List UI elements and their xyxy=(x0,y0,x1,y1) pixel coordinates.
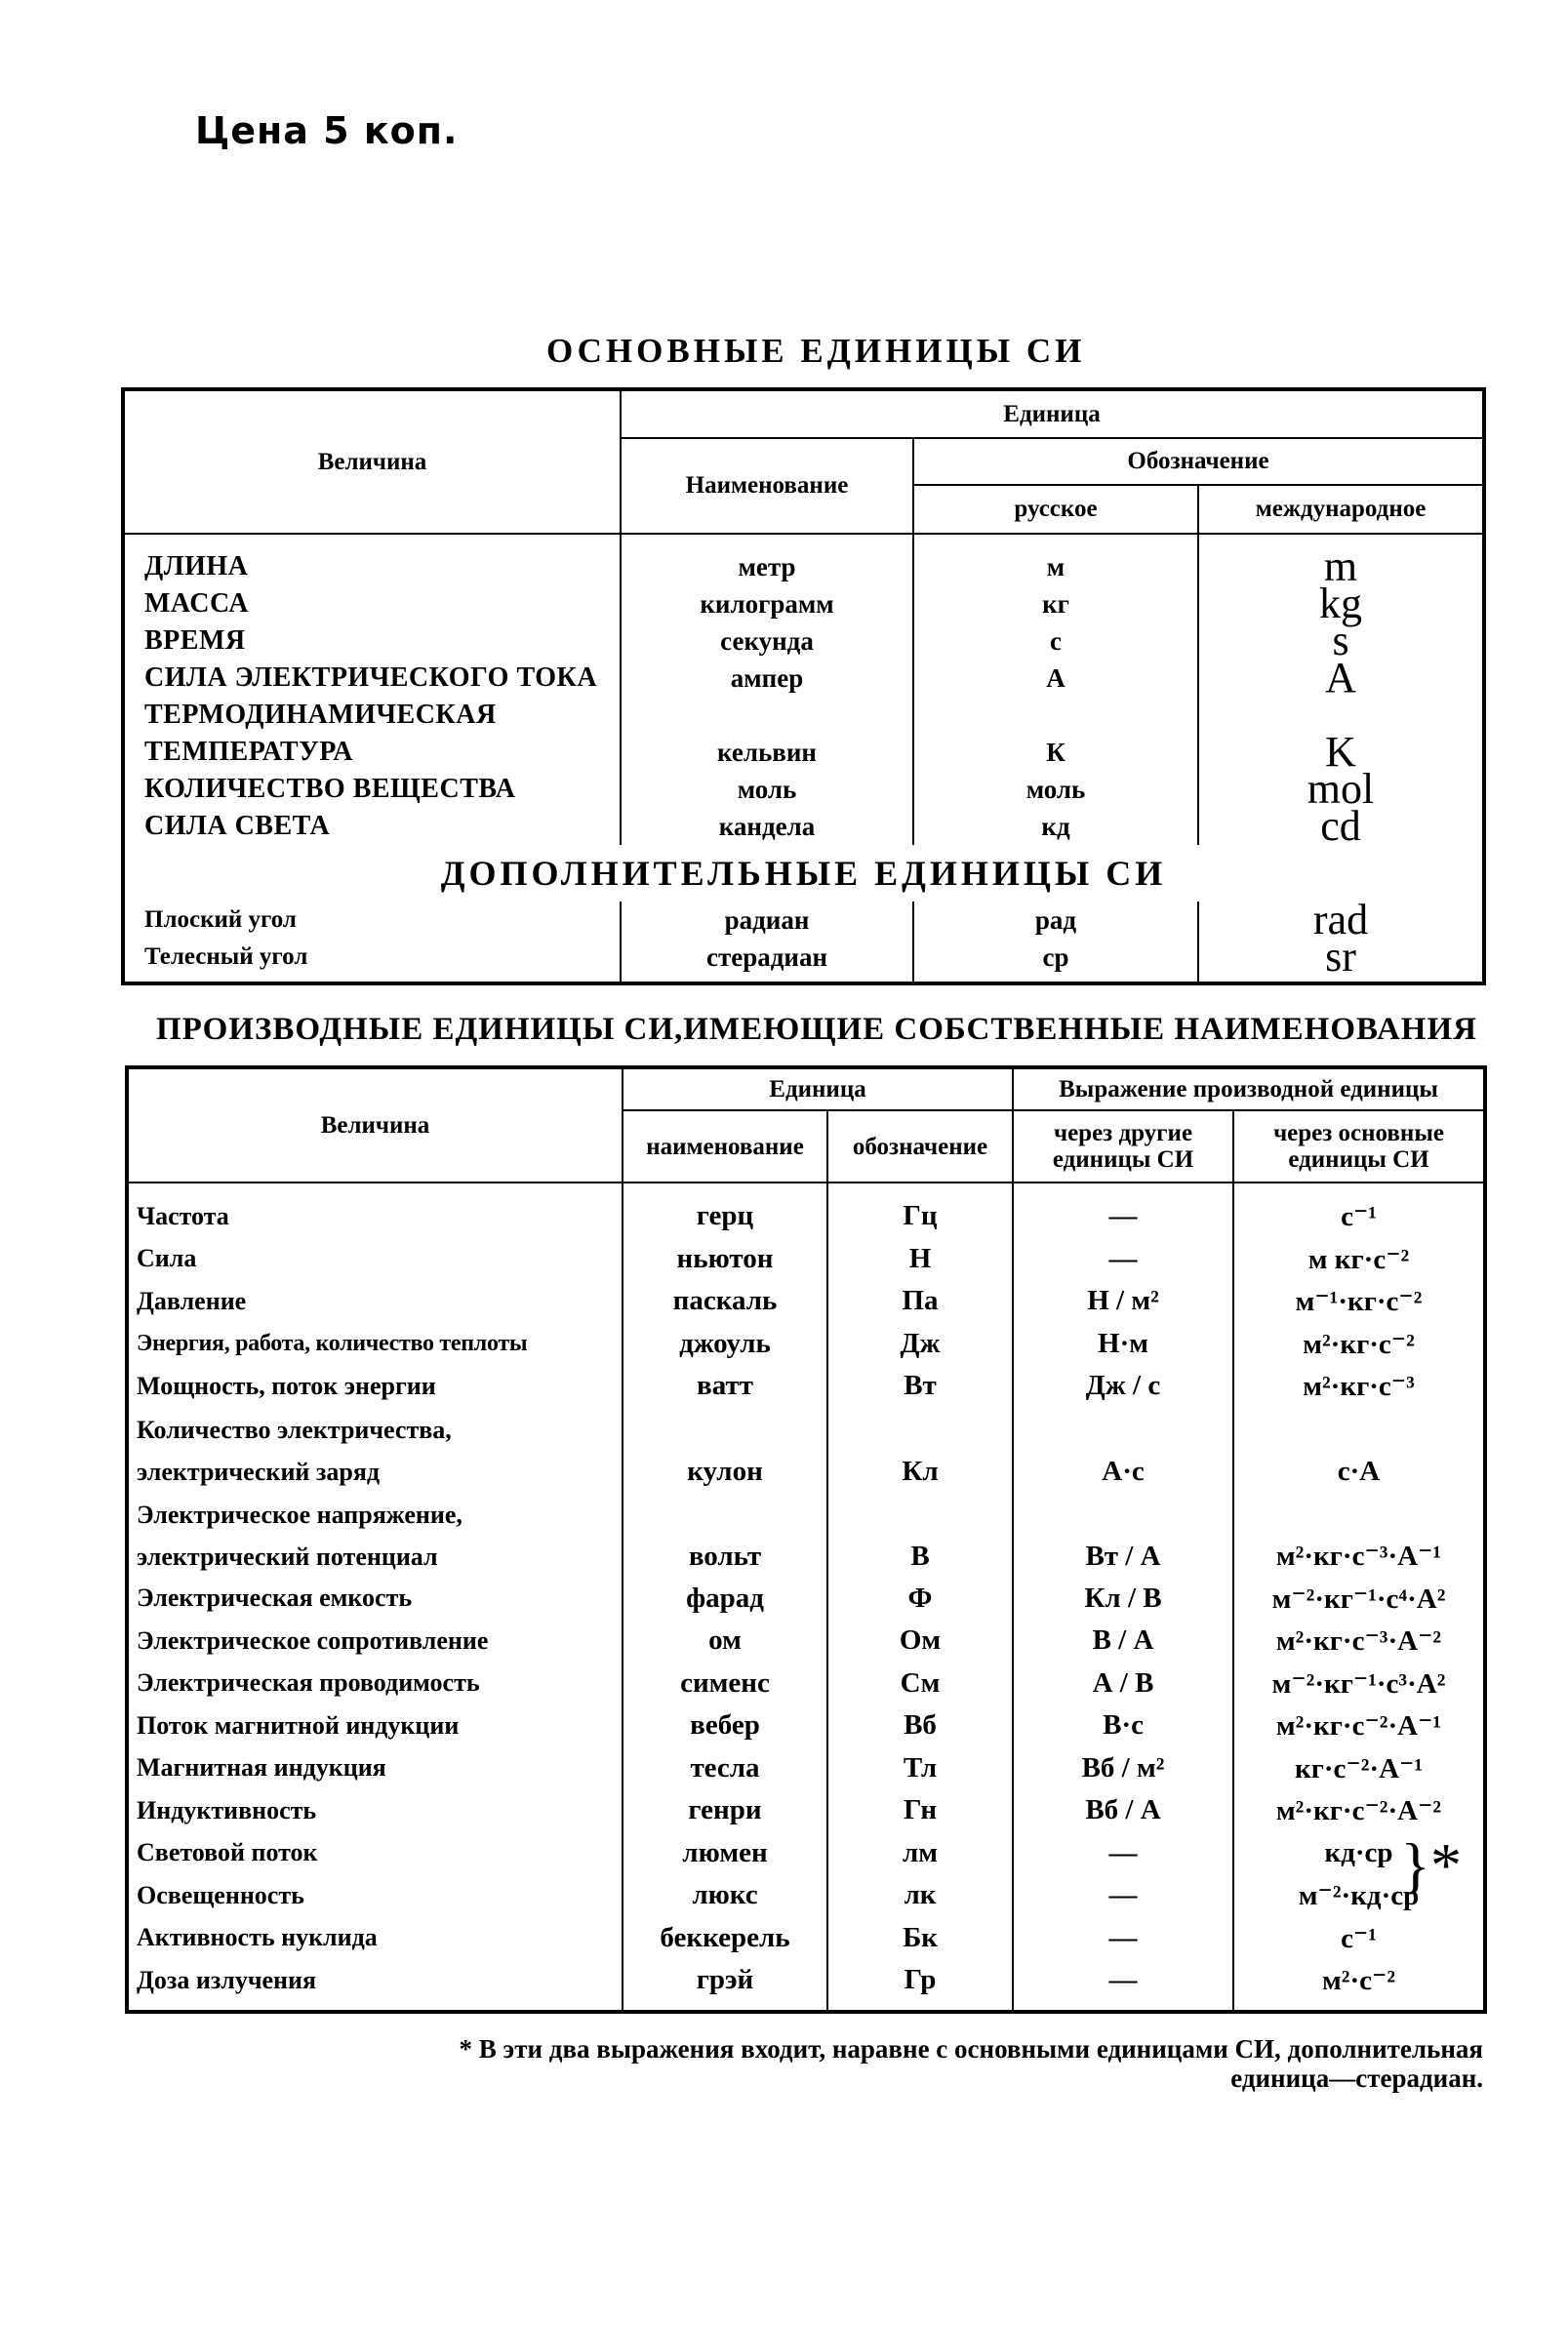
quantity-cell: СИЛА ЭЛЕКТРИЧЕСКОГО ТОКА xyxy=(123,660,621,697)
international-symbol-cell: K xyxy=(1198,734,1484,771)
unit-symbol-cell: Дж xyxy=(827,1323,1013,1366)
table-row xyxy=(127,1620,1485,1663)
unit-symbol-cell: В xyxy=(827,1493,1013,1578)
via-base-cell: м⁻¹·кг·с⁻² xyxy=(1233,1280,1485,1323)
footnote xyxy=(312,2034,1483,2093)
table-row xyxy=(127,1238,1485,1281)
via-base-cell: м²·кг·с⁻³ xyxy=(1233,1365,1485,1408)
via-base-cell: м²·кг·с⁻³·А⁻¹ xyxy=(1233,1493,1485,1578)
header-designation: Обозначение xyxy=(913,438,1484,485)
quantity-cell: Электрическая проводимость xyxy=(127,1663,623,1705)
unit-name-cell: тесла xyxy=(623,1747,827,1790)
unit-symbol-cell: См xyxy=(827,1663,1013,1705)
via-base-cell: м²·кг·с⁻²·А⁻² xyxy=(1233,1789,1485,1832)
via-other-cell: Вб / м² xyxy=(1013,1747,1233,1790)
table-row xyxy=(123,622,1484,660)
via-other-cell: — xyxy=(1013,1238,1233,1281)
quantity-cell: Активность нуклида xyxy=(127,1917,623,1960)
via-other-cell: В·с xyxy=(1013,1704,1233,1747)
quantity-cell: Электрическое сопротивление xyxy=(127,1620,623,1663)
unit-symbol-cell: Гн xyxy=(827,1789,1013,1832)
header-quantity: Величина xyxy=(123,389,621,534)
table-row xyxy=(123,585,1484,622)
table-row xyxy=(127,1917,1485,1960)
table-row xyxy=(127,1323,1485,1366)
via-base-cell: м²·кг·с⁻²·А⁻¹ xyxy=(1233,1704,1485,1747)
header-unit: Единица xyxy=(623,1067,1013,1110)
russian-symbol-cell xyxy=(913,697,1198,734)
table-row xyxy=(127,1832,1485,1875)
header-name: Наименование xyxy=(621,438,913,534)
russian-symbol-cell: м xyxy=(913,534,1198,585)
via-other-cell: Дж / с xyxy=(1013,1365,1233,1408)
international-symbol-cell: rad xyxy=(1198,902,1484,939)
table-row xyxy=(123,697,1484,734)
via-other-cell: Н / м² xyxy=(1013,1280,1233,1323)
table-row xyxy=(123,734,1484,771)
quantity-cell: Энергия, работа, количество теплоты xyxy=(127,1323,623,1366)
unit-name-cell: килограмм xyxy=(621,585,913,622)
header-via-base: через основные единицы СИ xyxy=(1233,1110,1485,1183)
quantity-cell: Плоский угол xyxy=(123,902,621,939)
table-row xyxy=(123,808,1484,845)
unit-symbol-cell: Кл xyxy=(827,1408,1013,1493)
via-other-cell: Кл / В xyxy=(1013,1578,1233,1621)
via-base-cell: м²·с⁻² xyxy=(1233,1959,1485,2012)
quantity-cell: Магнитная индукция xyxy=(127,1747,623,1790)
quantity-cell: Частота xyxy=(127,1183,623,1238)
quantity-cell: Доза излучения xyxy=(127,1959,623,2012)
quantity-cell: Индуктивность xyxy=(127,1789,623,1832)
table-row xyxy=(127,1280,1485,1323)
via-base-cell: кг·с⁻²·А⁻¹ xyxy=(1233,1747,1485,1790)
table-row xyxy=(127,1874,1485,1917)
table-row xyxy=(127,1578,1485,1621)
via-base-cell: м⁻²·кд·ср xyxy=(1233,1874,1485,1917)
unit-symbol-cell: Ф xyxy=(827,1578,1013,1621)
quantity-cell: Сила xyxy=(127,1238,623,1281)
table-row xyxy=(127,1493,1485,1578)
base-units-table xyxy=(121,387,1486,985)
table-row xyxy=(127,1959,1485,2012)
quantity-line-1: Количество электричества, xyxy=(137,1415,452,1444)
quantity-line-1: Электрическое напряжение, xyxy=(137,1500,462,1529)
footnote-line-1: * В эти два выражения входит, наравне с основными единицами СИ, дополнительная xyxy=(459,2034,1483,2064)
via-other-cell: — xyxy=(1013,1917,1233,1960)
unit-name-cell: вольт xyxy=(623,1493,827,1578)
table-row xyxy=(127,1704,1485,1747)
quantity-cell: ВРЕМЯ xyxy=(123,622,621,660)
unit-name-cell: джоуль xyxy=(623,1323,827,1366)
quantity-cell: Электрическая емкость xyxy=(127,1578,623,1621)
unit-name-cell: беккерель xyxy=(623,1917,827,1960)
unit-symbol-cell: Гц xyxy=(827,1183,1013,1238)
quantity-cell: Освещенность xyxy=(127,1874,623,1917)
unit-name-cell: люкс xyxy=(623,1874,827,1917)
unit-name-cell: люмен xyxy=(623,1832,827,1875)
via-other-cell: — xyxy=(1013,1874,1233,1917)
russian-symbol-cell: с xyxy=(913,622,1198,660)
header-international: международное xyxy=(1198,485,1484,534)
header-name: наименование xyxy=(623,1110,827,1183)
via-other-cell: — xyxy=(1013,1183,1233,1238)
international-symbol-cell: A xyxy=(1198,660,1484,697)
table-row xyxy=(123,771,1484,808)
via-other-cell: А / В xyxy=(1013,1663,1233,1705)
unit-symbol-cell: лк xyxy=(827,1874,1013,1917)
quantity-cell xyxy=(127,1493,623,1578)
via-base-value: кд·ср xyxy=(1324,1836,1393,1868)
unit-name-cell: сименс xyxy=(623,1663,827,1705)
unit-name-cell: грэй xyxy=(623,1959,827,2012)
unit-name-cell: стерадиан xyxy=(621,939,913,983)
price-label: Цена 5 коп. xyxy=(195,109,459,152)
quantity-line-2: электрический заряд xyxy=(137,1457,381,1486)
via-other-cell: В / А xyxy=(1013,1620,1233,1663)
unit-name-cell: метр xyxy=(621,534,913,585)
via-base-cell: с⁻¹ xyxy=(1233,1917,1485,1960)
unit-name-cell: кельвин xyxy=(621,734,913,771)
table-row xyxy=(123,939,1484,983)
russian-symbol-cell: ср xyxy=(913,939,1198,983)
unit-name-cell: ампер xyxy=(621,660,913,697)
header-designation: обозначение xyxy=(827,1110,1013,1183)
header-quantity: Величина xyxy=(127,1067,623,1183)
header-russian: русское xyxy=(913,485,1198,534)
unit-name-cell: ватт xyxy=(623,1365,827,1408)
unit-symbol-cell: Па xyxy=(827,1280,1013,1323)
supplementary-title-row xyxy=(123,845,1484,902)
quantity-cell: СИЛА СВЕТА xyxy=(123,808,621,845)
unit-name-cell: кандела xyxy=(621,808,913,845)
unit-name-cell: паскаль xyxy=(623,1280,827,1323)
unit-symbol-cell: Вб xyxy=(827,1704,1013,1747)
via-other-cell: А·с xyxy=(1013,1408,1233,1493)
quantity-cell: КОЛИЧЕСТВО ВЕЩЕСТВА xyxy=(123,771,621,808)
quantity-cell: МАССА xyxy=(123,585,621,622)
quantity-cell: Поток магнитной индукции xyxy=(127,1704,623,1747)
international-symbol-cell: m xyxy=(1198,534,1484,585)
unit-symbol-cell: Тл xyxy=(827,1747,1013,1790)
quantity-line-2: электрический потенциал xyxy=(137,1542,438,1571)
via-base-cell: м⁻²·кг⁻¹·с⁴·А² xyxy=(1233,1578,1485,1621)
via-other-cell: Н·м xyxy=(1013,1323,1233,1366)
via-base-cell: с⁻¹ xyxy=(1233,1183,1485,1238)
unit-name-cell: радиан xyxy=(621,902,913,939)
international-symbol-cell: cd xyxy=(1198,808,1484,845)
brace-mark: }* xyxy=(1400,1829,1463,1900)
table-row xyxy=(127,1663,1485,1705)
quantity-cell: Телесный угол xyxy=(123,939,621,983)
unit-name-cell: моль xyxy=(621,771,913,808)
russian-symbol-cell: рад xyxy=(913,902,1198,939)
table-row xyxy=(127,1747,1485,1790)
russian-symbol-cell: А xyxy=(913,660,1198,697)
quantity-cell: ДЛИНА xyxy=(123,534,621,585)
via-other-cell: Вб / А xyxy=(1013,1789,1233,1832)
russian-symbol-cell: кд xyxy=(913,808,1198,845)
unit-name-cell: секунда xyxy=(621,622,913,660)
table-row xyxy=(127,1183,1485,1238)
table-row xyxy=(123,902,1484,939)
unit-symbol-cell: Вт xyxy=(827,1365,1013,1408)
unit-name-cell: кулон xyxy=(623,1408,827,1493)
russian-symbol-cell: К xyxy=(913,734,1198,771)
via-base-cell: м²·кг·с⁻² xyxy=(1233,1323,1485,1366)
quantity-cell: Световой поток xyxy=(127,1832,623,1875)
derived-units-table xyxy=(125,1065,1487,2014)
unit-name-cell: вебер xyxy=(623,1704,827,1747)
via-other-cell: — xyxy=(1013,1959,1233,2012)
russian-symbol-cell: моль xyxy=(913,771,1198,808)
supplementary-units-title: ДОПОЛНИТЕЛЬНЫЕ ЕДИНИЦЫ СИ xyxy=(123,845,1484,902)
international-symbol-cell: sr xyxy=(1198,939,1484,983)
unit-symbol-cell: лм xyxy=(827,1832,1013,1875)
unit-name-cell xyxy=(621,697,913,734)
unit-symbol-cell: Гр xyxy=(827,1959,1013,2012)
quantity-cell: Мощность, поток энергии xyxy=(127,1365,623,1408)
base-units-title: ОСНОВНЫЕ ЕДИНИЦЫ СИ xyxy=(546,332,1086,370)
quantity-cell xyxy=(127,1408,623,1493)
international-symbol-cell: s xyxy=(1198,622,1484,660)
unit-name-cell: герц xyxy=(623,1183,827,1238)
table-row xyxy=(123,534,1484,585)
via-base-cell: м²·кг·с⁻³·А⁻² xyxy=(1233,1620,1485,1663)
international-symbol-cell: mol xyxy=(1198,771,1484,808)
table-row xyxy=(123,660,1484,697)
quantity-cell: Давление xyxy=(127,1280,623,1323)
russian-symbol-cell: кг xyxy=(913,585,1198,622)
header-expression: Выражение производной единицы xyxy=(1013,1067,1485,1110)
via-other-cell: — xyxy=(1013,1832,1233,1875)
unit-name-cell: ом xyxy=(623,1620,827,1663)
via-base-cell: м⁻²·кг⁻¹·с³·А² xyxy=(1233,1663,1485,1705)
unit-name-cell: генри xyxy=(623,1789,827,1832)
via-base-cell: с·А xyxy=(1233,1408,1485,1493)
international-symbol-cell: kg xyxy=(1198,585,1484,622)
derived-units-title: ПРОИЗВОДНЫЕ ЕДИНИЦЫ СИ,ИМЕЮЩИЕ СОБСТВЕННЫЕ НАИМЕНОВАНИЯ xyxy=(156,1012,1477,1047)
quantity-cell: ТЕМПЕРАТУРА xyxy=(123,734,621,771)
unit-symbol-cell: Бк xyxy=(827,1917,1013,1960)
header-unit: Единица xyxy=(621,389,1484,438)
unit-symbol-cell: Ом xyxy=(827,1620,1013,1663)
table-row xyxy=(127,1789,1485,1832)
table-row xyxy=(127,1408,1485,1493)
via-other-cell: Вт / А xyxy=(1013,1493,1233,1578)
table-row xyxy=(127,1365,1485,1408)
unit-symbol-cell: Н xyxy=(827,1238,1013,1281)
unit-name-cell: ньютон xyxy=(623,1238,827,1281)
unit-name-cell: фарад xyxy=(623,1578,827,1621)
header-via-other: через другие единицы СИ xyxy=(1013,1110,1233,1183)
quantity-cell: ТЕРМОДИНАМИЧЕСКАЯ xyxy=(123,697,621,734)
via-base-cell: м кг·с⁻² xyxy=(1233,1238,1485,1281)
footnote-line-2: единица—стерадиан. xyxy=(1230,2064,1483,2093)
